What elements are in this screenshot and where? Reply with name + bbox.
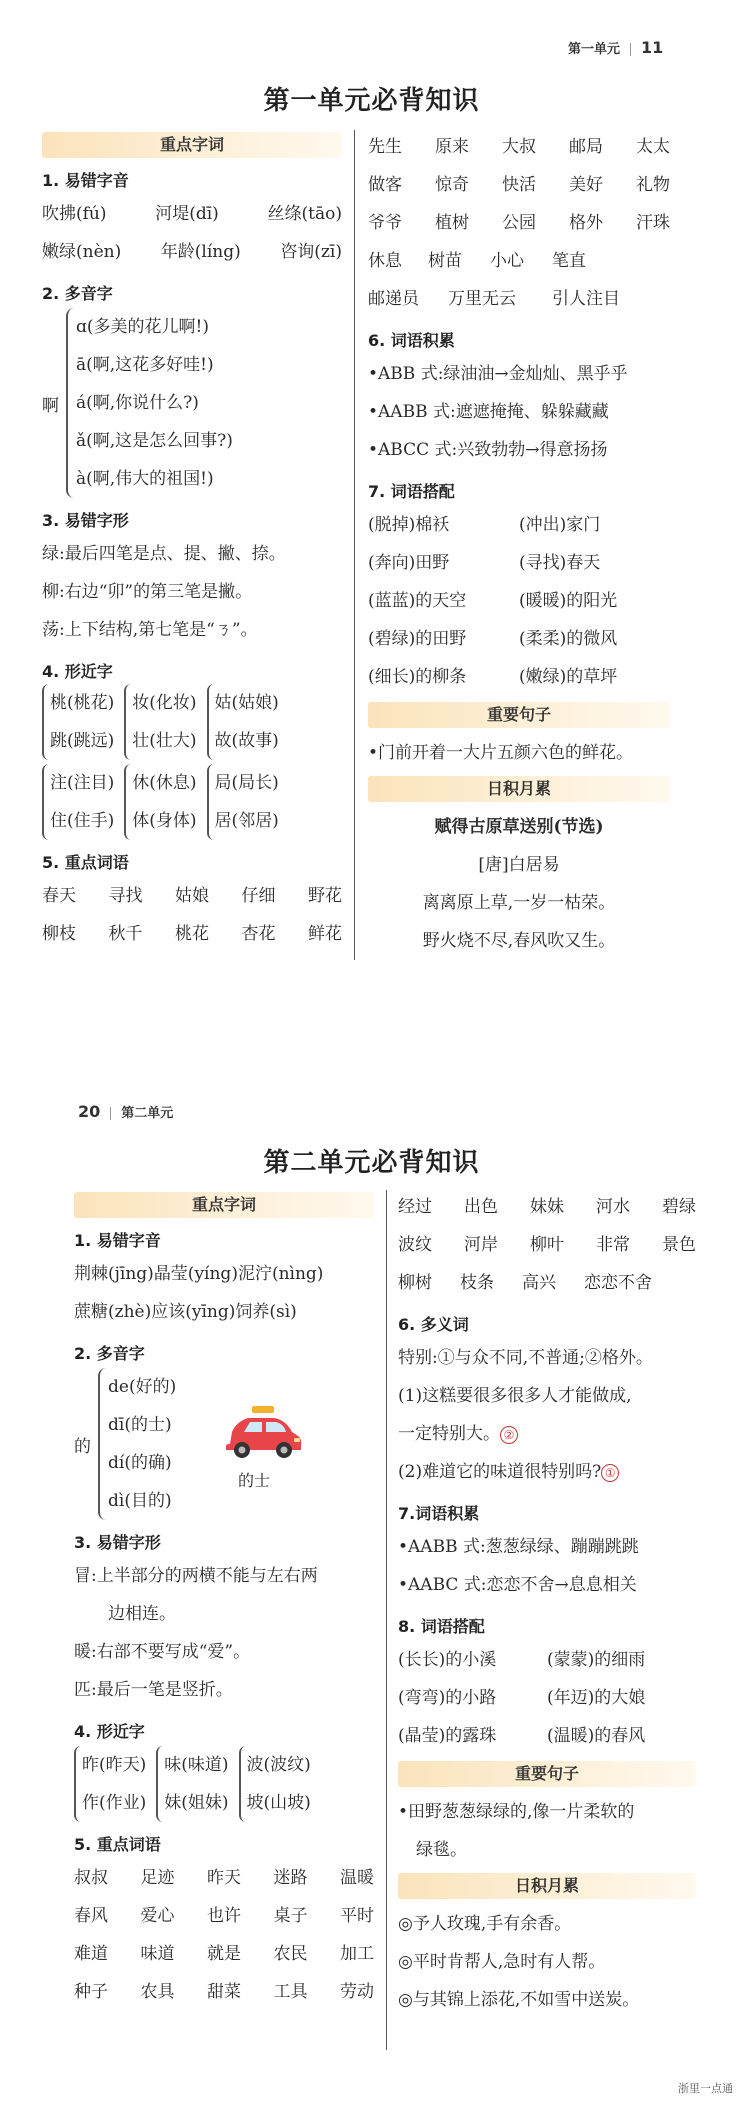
pron-row: 嫩绿(nèn) 年龄(líng) 咨询(zī)	[42, 242, 342, 262]
polyphone-char: 的	[74, 1436, 91, 1457]
header-divider	[630, 43, 631, 56]
poem-line: 离离原上草,一岁一枯荣。	[422, 893, 616, 913]
page-number: 11	[641, 38, 664, 57]
similar-chars-row: 桃(桃花) 跳(跳远) 妆(化妆) 壮(壮大) 姑(姑娘) 故(故事)	[42, 684, 342, 760]
word-row: 邮递员 万里无云 引人注目	[368, 289, 620, 309]
collocation-grid: (长长)的小溪 (蒙蒙)的细雨 (弯弯)的小路 (年迈)的大娘 (晶莹)的露珠 (温暖)的春风	[398, 1650, 646, 1746]
pron-row: 吹拂(fú) 河堤(dī) 丝绦(tāo)	[42, 204, 342, 224]
sentence-text: •田野葱葱绿绿的,像一片柔软的	[398, 1802, 635, 1822]
word-row: 经过 出色 妹妹 河水 碧绿	[398, 1197, 696, 1217]
word-row: 先生 原来 大叔 邮局 太太	[368, 137, 670, 157]
heading-pronunciation: 1. 易错字音	[42, 171, 129, 190]
page-2	[0, 1080, 743, 2102]
section-bar-daily: 日积月累	[398, 1873, 696, 1899]
section-bar-key-chars: 重点字词	[42, 132, 342, 158]
section-bar-sentences: 重要句子	[368, 702, 670, 728]
header-divider	[110, 1107, 111, 1120]
word-row: 休息 树苗 小心 笔直	[368, 251, 586, 271]
polysemy-def: 特别:①与众不同,不普通;②格外。	[398, 1348, 653, 1368]
sentence-text-cont: 绿毯。	[416, 1840, 467, 1860]
heading-collocation: 7. 词语搭配	[368, 482, 455, 501]
heading-key-words: 5. 重点词语	[74, 1835, 161, 1854]
polysemy-q1: (1)这糕要很多很多人才能做成,	[398, 1386, 632, 1406]
accum-item: •AABC 式:恋恋不舍→息息相关	[398, 1575, 637, 1595]
pron-row: 荆棘(jīng)晶莹(yíng)泥泞(nìng)	[74, 1264, 324, 1284]
taxi-car-icon	[222, 1404, 304, 1460]
poem-title: 赋得古原草送别(节选)	[434, 817, 604, 837]
taxi-caption: 的士	[238, 1471, 271, 1490]
word-row: 爷爷 植树 公园 格外 汗珠	[368, 213, 670, 233]
polyphone-list: ɑ(多美的花儿啊!) ā(啊,这花多好哇!) á(啊,你说什么?) ǎ(啊,这是怎么回事?) à(啊,伟大的祖国!)	[66, 308, 233, 498]
page-number: 20	[78, 1102, 101, 1121]
left-column	[74, 1192, 374, 2011]
glyph-item-cont: 边相连。	[108, 1604, 176, 1624]
section-bar-daily: 日积月累	[368, 776, 670, 802]
heading-pronunciation: 1. 易错字音	[74, 1231, 161, 1250]
heading-collocation: 8. 词语搭配	[398, 1617, 485, 1636]
page-title: 第一单元必背知识	[263, 86, 480, 116]
glyph-item: 绿:最后四笔是点、提、撇、捺。	[42, 544, 286, 564]
key-words-row: 柳枝 秋千 桃花 杏花 鲜花	[42, 924, 342, 944]
page-header	[78, 1102, 173, 1121]
word-row: 做客 惊奇 快活 美好 礼物	[368, 175, 670, 195]
heading-similar-chars: 4. 形近字	[74, 1722, 145, 1741]
sentence-text: •门前开着一大片五颜六色的鲜花。	[368, 743, 634, 763]
watermark: 浙里一点通	[678, 2082, 733, 2095]
heading-polyphone: 2. 多音字	[42, 284, 113, 303]
section-bar-sentences: 重要句子	[398, 1761, 696, 1787]
answer-mark: ②	[500, 1426, 518, 1444]
accum-item: •ABCC 式:兴致勃勃→得意扬扬	[368, 440, 608, 460]
key-words-row: 难道 味道 就是 农民 加工	[74, 1944, 374, 1964]
heading-similar-chars: 4. 形近字	[42, 662, 113, 681]
glyph-item: 暖:右部不要写成“爱”。	[74, 1642, 251, 1662]
heading-word-accum: 6. 词语积累	[368, 331, 455, 350]
key-words-row: 春天 寻找 姑娘 仔细 野花	[42, 886, 342, 906]
page-1	[0, 0, 743, 1000]
similar-chars-row: 注(注目) 住(住手) 休(休息) 体(身体) 局(局长) 居(邻居)	[42, 764, 342, 840]
word-row: 波纹 河岸 柳叶 非常 景色	[398, 1235, 696, 1255]
polysemy-q2: (2)难道它的味道很特别吗? ①	[398, 1453, 696, 1491]
unit-label: 第一单元	[568, 42, 621, 57]
column-divider	[354, 130, 355, 960]
page-header	[568, 38, 663, 57]
heading-polyphone: 2. 多音字	[74, 1344, 145, 1363]
poem-line: 野火烧不尽,春风吹又生。	[422, 931, 616, 951]
glyph-item: 荡:上下结构,第七笔是“ㄋ”。	[42, 620, 258, 640]
word-row: 柳树 枝条 高兴 恋恋不舍	[398, 1273, 652, 1293]
heading-key-words: 5. 重点词语	[42, 853, 129, 872]
accum-item: •AABB 式:葱葱绿绿、蹦蹦跳跳	[398, 1537, 639, 1557]
pron-row: 蔗糖(zhè)应该(yīng)饲养(sì)	[74, 1302, 297, 1322]
answer-mark: ①	[601, 1464, 619, 1482]
accum-item: •ABB 式:绿油油→金灿灿、黑乎乎	[368, 364, 628, 384]
heading-glyph: 3. 易错字形	[74, 1533, 161, 1552]
polyphone-char: 啊	[42, 395, 59, 416]
unit-label: 第二单元	[121, 1106, 174, 1121]
daily-item: ◎予人玫瑰,手有余香。	[398, 1914, 572, 1934]
key-words-row: 叔叔 足迹 昨天 迷路 温暖	[74, 1868, 374, 1888]
glyph-item: 柳:右边“卯”的第三笔是撇。	[42, 582, 253, 602]
polyphone-group	[42, 308, 342, 498]
section-bar-key-chars: 重点字词	[74, 1192, 374, 1218]
heading-polysemy: 6. 多义词	[398, 1315, 469, 1334]
key-words-row: 春风 爱心 也许 桌子 平时	[74, 1906, 374, 1926]
key-words-row: 种子 农具 甜菜 工具 劳动	[74, 1982, 374, 2002]
heading-word-accum: 7.词语积累	[398, 1504, 480, 1523]
right-column	[368, 128, 670, 960]
heading-glyph: 3. 易错字形	[42, 511, 129, 530]
glyph-item: 匹:最后一笔是竖折。	[74, 1680, 233, 1700]
polyphone-group	[74, 1368, 374, 1520]
polyphone-list: de(好的) dī(的士) dí(的确) dì(目的)	[98, 1368, 176, 1520]
left-column	[42, 132, 342, 953]
collocation-grid: (脱掉)棉袄 (冲出)家门 (奔向)田野 (寻找)春天 (蓝蓝)的天空 (暖暖)的阳光 (碧绿)的田野 (柔柔)的微风 (细长)的柳条 (嫩绿)的草坪	[368, 515, 618, 687]
polysemy-q1-cont: 一定特别大。 ②	[398, 1415, 696, 1453]
glyph-item: 冒:上半部分的两横不能与左右两	[74, 1566, 318, 1586]
daily-item: ◎平时肯帮人,急时有人帮。	[398, 1952, 606, 1972]
column-divider	[386, 1190, 387, 2050]
similar-chars-row: 昨(昨天) 作(作业) 味(味道) 妹(姐妹) 波(波纹) 坡(山坡)	[74, 1746, 374, 1822]
daily-item: ◎与其锦上添花,不如雪中送炭。	[398, 1990, 640, 2010]
page-title: 第二单元必背知识	[263, 1148, 480, 1178]
poem-author: [唐]白居易	[478, 855, 560, 875]
accum-item: •AABB 式:遮遮掩掩、躲躲藏藏	[368, 402, 609, 422]
right-column	[398, 1188, 696, 2019]
